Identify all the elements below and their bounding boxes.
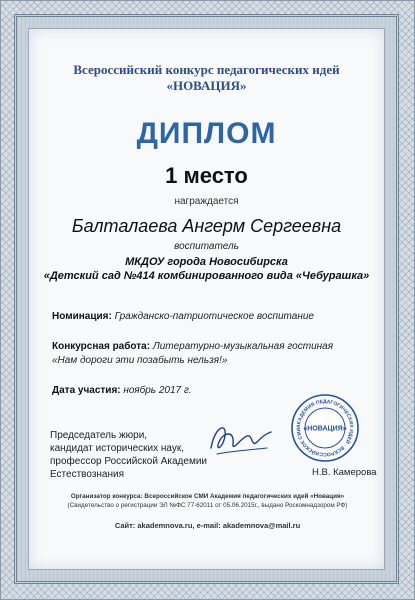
chair-line3: профессор Российской Академии bbox=[50, 456, 207, 467]
contest-title-line2: «НОВАЦИЯ» bbox=[166, 78, 247, 93]
jury-chair-title bbox=[50, 429, 220, 481]
place-award: 1 место bbox=[165, 163, 248, 188]
stamp-center-text: «НОВАЦИЯ» bbox=[303, 425, 347, 433]
recipient-position: воспитатель bbox=[174, 241, 239, 252]
nomination-value: Гражданско-патриотическое воспитание bbox=[114, 311, 314, 322]
organization-line2: «Детский сад №414 комбинированного вида «Чебурашка» bbox=[43, 270, 370, 282]
contest-title-line1: Всероссийский конкурс педагогических идей bbox=[73, 62, 340, 77]
organization-line1: МКДОУ города Новосибирска bbox=[125, 256, 288, 268]
document-title: ДИПЛОМ bbox=[136, 117, 277, 150]
chair-line1: Председатель жюри, bbox=[50, 430, 148, 441]
stamp-ring-text: АКАДЕМИЯ ПЕДАГОГИЧЕСКИХ ИДЕЙ · ВСЕРОССИЙСКОЕ СМИ bbox=[295, 398, 355, 458]
recipient-name: Балталаева Ангерм Сергеевна bbox=[71, 216, 342, 236]
contest-title bbox=[28, 62, 385, 94]
organizer-info bbox=[40, 492, 375, 510]
site-contacts: Сайт: akademnova.ru, e-mail: akademnova@mail.ru bbox=[114, 521, 301, 530]
organization-stamp bbox=[290, 393, 360, 463]
work-label: Конкурсная работа: bbox=[52, 341, 151, 352]
signer-name: Н.В. Камерова bbox=[312, 467, 377, 478]
work-field bbox=[52, 340, 372, 368]
recipient-organization bbox=[28, 255, 385, 283]
chair-line4: Естествознания bbox=[50, 469, 125, 480]
handwritten-signature bbox=[205, 418, 275, 463]
license-info: (Свидетельство о регистрации ЭЛ №ФС 77-62011 от 05.06.2015г., выдано Роскомнадзором РФ) bbox=[67, 502, 348, 509]
awarded-label: награждается bbox=[174, 196, 239, 207]
date-value: ноябрь 2017 г. bbox=[123, 385, 192, 396]
nomination-field bbox=[52, 310, 372, 324]
chair-line2: кандидат исторических наук, bbox=[50, 443, 185, 454]
nomination-label: Номинация: bbox=[52, 311, 112, 322]
work-value-line1: Литературно-музыкальная гостиная bbox=[152, 341, 334, 352]
organizer-label: Организатор конкурса: bbox=[70, 493, 143, 500]
date-label: Дата участия: bbox=[52, 385, 121, 396]
certificate-paper bbox=[28, 28, 385, 570]
organizer-value: Всероссийское СМИ Академия педагогических идей «Новация» bbox=[144, 493, 345, 500]
work-value-line2: «Нам дороги эти позабыть нельзя!» bbox=[52, 355, 228, 366]
